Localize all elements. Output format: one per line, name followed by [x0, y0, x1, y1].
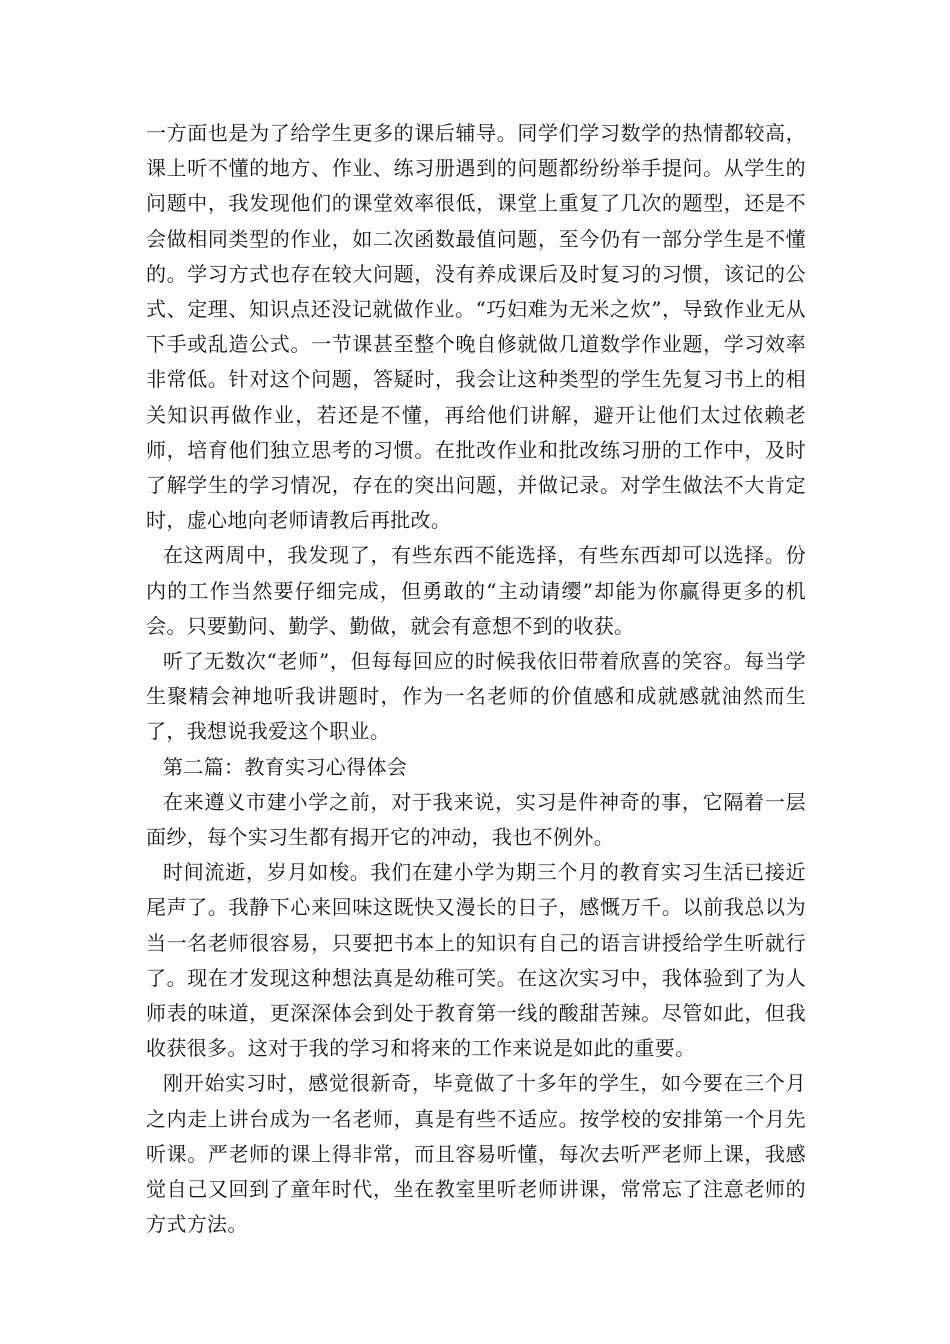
- section-heading: 第二篇：教育实习心得体会: [163, 754, 408, 779]
- paragraph-teacher-title: 听了无数次“老师”，但每每回应的时候我依旧带着欣喜的笑容。每当学生聚精会神地听我讲题时，作为一名老师的价值感和成就感就油然而生了，我想说我爱这个职业。: [146, 649, 806, 744]
- paragraph-time-flies: 时间流逝，岁月如梭。我们在建小学为期三个月的教育实习生活已接近尾声了。我静下心来回味这既快又漫长的日子，感慨万千。以前我总以为当一名老师很容易，只要把书本上的知识有自己的语言讲授给学生听就行了。现在才发现这种想法真是幼稚可笑。在这次实习中，我体验到了为人师表的味道，更深深体会到处于教育第一线的酸甜苦辣。尽管如此，但我收获很多。这对于我的学习和将来的工作来说是如此的重要。: [146, 860, 806, 1061]
- paragraph-first-month: 刚开始实习时，感觉很新奇，毕竟做了十多年的学生，如今要在三个月之内走上讲台成为一名老师，真是有些不适应。按学校的安排第一个月先听课。严老师的课上得非常，而且容易听懂，每次去听严老师上课，我感觉自己又回到了童年时代，坐在教室里听老师讲课，常常忘了注意老师的方式方法。: [146, 1071, 806, 1237]
- paragraph-tutoring: 一方面也是为了给学生更多的课后辅导。同学们学习数学的热情都较高，课上听不懂的地方、作业、练习册遇到的问题都纷纷举手提问。从学生的问题中，我发现他们的课堂效率很低，课堂上重复了几次的题型，还是不会做相同类型的作业，如二次函数最值问题，至今仍有一部分学生是不懂的。学习方式也存在较大问题，没有养成课后及时复习的习惯，该记的公式、定理、知识点还没记就做作业。“巧妇难为无米之炊”，导致作业无从下手或乱造公式。一节课甚至整个晚自修就做几道数学作业题，学习效率非常低。针对这个问题，答疑时，我会让这种类型的学生先复习书上的相关知识再做作业，若还是不懂，再给他们讲解，避开让他们太过依赖老师，培育他们独立思考的习惯。在批改作业和批改练习册的工作中，及时了解学生的学习情况，存在的突出问题，并做记录。对学生做法不大肯定时，虚心地向老师请教后再批改。: [146, 121, 806, 533]
- paragraph-two-weeks: 在这两周中，我发现了，有些东西不能选择，有些东西却可以选择。份内的工作当然要仔细完成，但勇敢的“主动请缨”却能为你赢得更多的机会。只要勤问、勤学、勤做，就会有意想不到的收获。: [146, 543, 806, 638]
- paragraph-before-internship: 在来遵义市建小学之前，对于我来说，实习是件神奇的事，它隔着一层面纱，每个实习生都有揭开它的冲动，我也不例外。: [146, 789, 806, 850]
- document-body: [146, 116, 806, 1243]
